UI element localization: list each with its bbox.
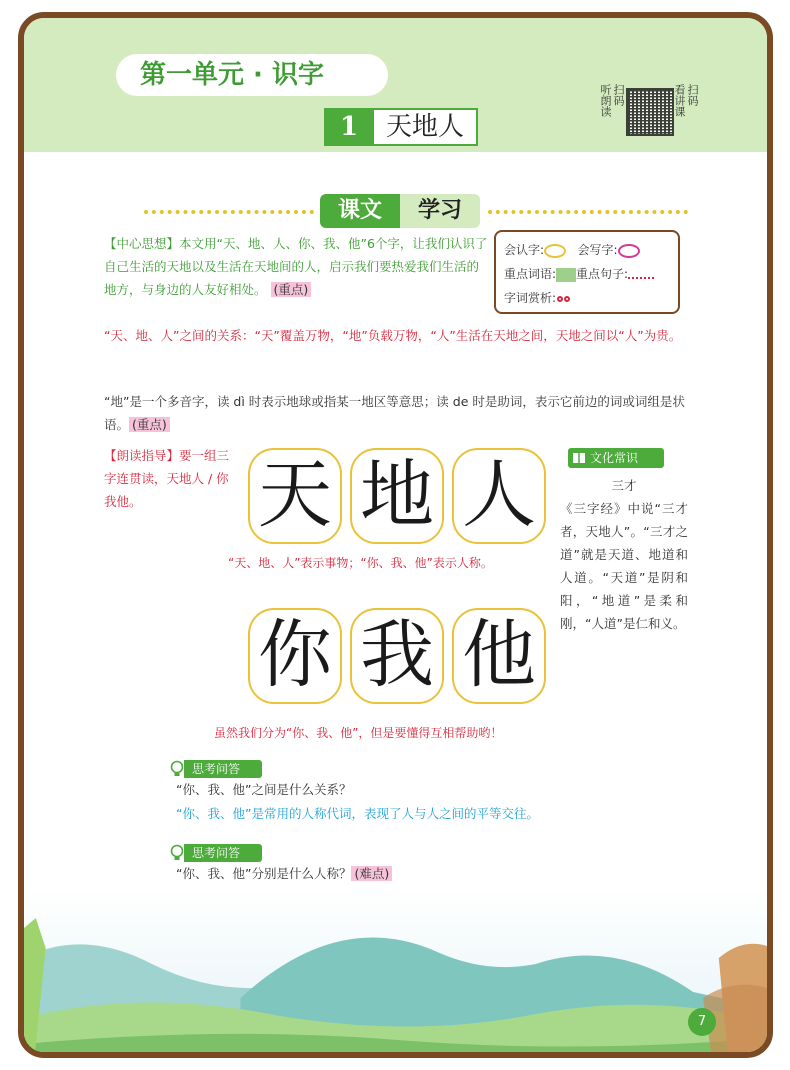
green-highlight-icon — [556, 268, 576, 282]
reading-guide: 【朗读指导】要一组三字连贯读，天地人 / 你我他。 — [104, 448, 230, 509]
lesson-title: 天地人 — [374, 108, 478, 146]
divider-right — [488, 210, 688, 214]
unit-title: 第一单元 · 识字 — [116, 54, 388, 96]
legend-box: 会认字: 会写字: 重点词语: 重点句子: 字词赏析: — [494, 230, 680, 314]
di-note: “地”是一个多音字，读 dì 时表示地球或指某一地区等意思；读 de 时是助词，表示它前边的词或词组是状语。 (重点) — [104, 394, 685, 432]
culture-text: 《三字经》中说“三才者，天地人”。“三才之道”就是天道、地道和人道。“天道”是阴和阳，“地道”是柔和刚，“人道”是仁和义。 — [560, 501, 688, 631]
qr-block[interactable] — [599, 84, 699, 148]
char-ni: 你 — [248, 608, 342, 704]
difficulty-tag: (难点) — [351, 866, 392, 881]
page-number: 7 — [688, 1008, 716, 1036]
qa1-question: “你、我、他”之间是什么关系？ — [176, 782, 352, 797]
lightbulb-icon — [170, 760, 184, 778]
row1-note: “天、地、人”表示事物；“你、我、他”表示人称。 — [228, 556, 493, 570]
qr-left-caption: 扫码 听朗读 — [599, 84, 625, 117]
qa1-tag: 思考问答 — [184, 760, 262, 778]
yellow-oval-icon — [544, 244, 566, 258]
key-point-tag: (重点) — [271, 282, 312, 297]
qa1-answer: “你、我、他”是常用的人称代词，表现了人与人之间的平等交往。 — [176, 806, 539, 821]
section-title: 课文 学习 — [320, 194, 480, 228]
lightbulb-icon — [170, 844, 184, 862]
central-idea: 【中心思想】本文用“天、地、人、你、我、他”6个字，让我们认识了自己生活的天地以及生活在天地间的人，启示我们要热爱我们生活的地方，与身边的人友好相处。 (重点) — [104, 236, 488, 297]
char-wo: 我 — [350, 608, 444, 704]
qa2-question: “你、我、他”分别是什么人称？ (难点) — [176, 862, 676, 885]
red-dots-icon — [557, 296, 563, 302]
culture-tag: 文化常识 — [568, 448, 664, 468]
char-ren: 人 — [452, 448, 546, 544]
char-di: 地 — [350, 448, 444, 544]
culture-title: 三才 — [611, 478, 637, 493]
char-ta: 他 — [452, 608, 546, 704]
qa2-tag: 思考问答 — [184, 844, 262, 862]
pink-oval-icon — [618, 244, 640, 258]
divider-left — [144, 210, 314, 214]
key-point-tag: (重点) — [129, 417, 170, 432]
page-frame — [18, 12, 773, 1058]
char-tian: 天 — [248, 448, 342, 544]
row2-note: 虽然我们分为“你、我、他”，但是要懂得互相帮助哟！ — [214, 726, 503, 740]
qr-code-icon[interactable] — [626, 88, 674, 136]
culture-body — [560, 474, 688, 635]
book-icon — [572, 451, 586, 465]
relation-note: “天、地、人”之间的关系：“天”覆盖万物，“地”负载万物，“人”生活在天地之间，天地之间以“人”为贵。 — [104, 328, 682, 343]
landscape-illustration — [24, 888, 767, 1058]
lesson-number: 1 — [324, 108, 374, 146]
qr-right-caption: 扫码 看讲课 — [673, 84, 699, 117]
wavy-underline-icon — [628, 271, 654, 279]
